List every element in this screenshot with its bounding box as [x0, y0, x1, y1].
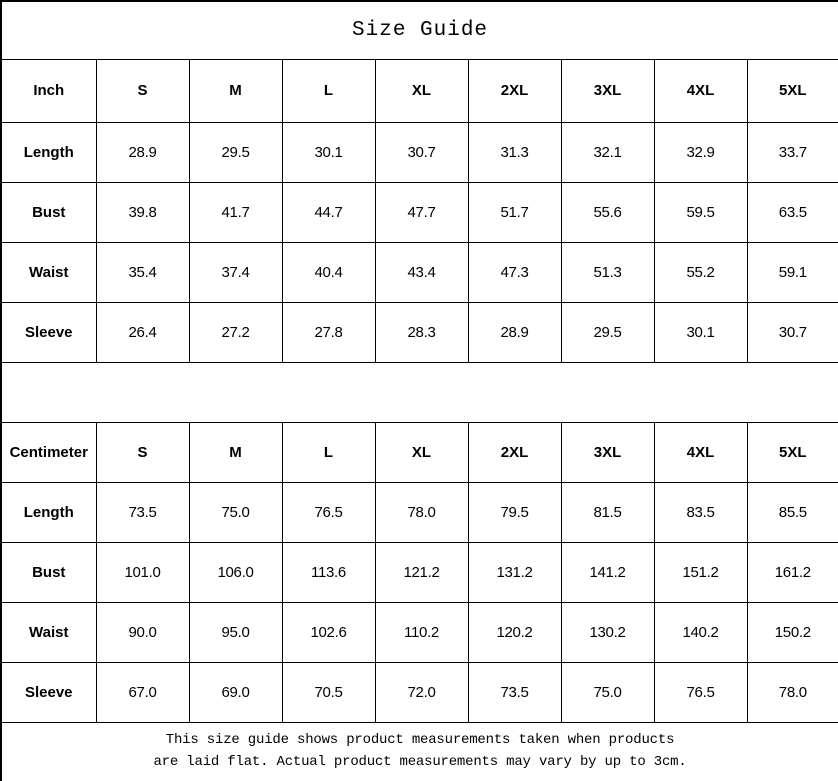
footer-note-line1: This size guide shows product measurements taken when products	[165, 732, 675, 749]
value-cell: 72.0	[375, 662, 468, 722]
size-header: 2XL	[468, 59, 561, 122]
value-cell: 85.5	[747, 482, 838, 542]
value-cell: 43.4	[375, 242, 468, 302]
value-cell: 102.6	[282, 602, 375, 662]
row-label: Bust	[1, 182, 96, 242]
table-row	[1, 242, 838, 302]
size-header: 2XL	[468, 422, 561, 482]
value-cell: 79.5	[468, 482, 561, 542]
value-cell: 30.7	[375, 122, 468, 182]
value-cell: 28.9	[96, 122, 189, 182]
value-cell: 33.7	[747, 122, 838, 182]
unit-header-centimeter: Centimeter	[1, 422, 96, 482]
value-cell: 35.4	[96, 242, 189, 302]
title-row	[1, 1, 838, 59]
row-label: Length	[1, 122, 96, 182]
value-cell: 31.3	[468, 122, 561, 182]
size-header: L	[282, 422, 375, 482]
value-cell: 161.2	[747, 542, 838, 602]
value-cell: 78.0	[375, 482, 468, 542]
value-cell: 59.1	[747, 242, 838, 302]
value-cell: 28.3	[375, 302, 468, 362]
value-cell: 151.2	[654, 542, 747, 602]
value-cell: 41.7	[189, 182, 282, 242]
value-cell: 76.5	[282, 482, 375, 542]
value-cell: 51.3	[561, 242, 654, 302]
size-header: M	[189, 422, 282, 482]
value-cell: 81.5	[561, 482, 654, 542]
row-label: Length	[1, 482, 96, 542]
footer-note	[1, 722, 838, 781]
footer-row	[1, 722, 838, 781]
size-header: 5XL	[747, 422, 838, 482]
unit-header-inch: Inch	[1, 59, 96, 122]
value-cell: 55.6	[561, 182, 654, 242]
value-cell: 30.1	[282, 122, 375, 182]
value-cell: 67.0	[96, 662, 189, 722]
table-row	[1, 662, 838, 722]
inch-header-row	[1, 59, 838, 122]
row-label: Sleeve	[1, 662, 96, 722]
value-cell: 73.5	[468, 662, 561, 722]
value-cell: 90.0	[96, 602, 189, 662]
value-cell: 63.5	[747, 182, 838, 242]
table-row	[1, 182, 838, 242]
value-cell: 113.6	[282, 542, 375, 602]
value-cell: 27.2	[189, 302, 282, 362]
page-title: Size Guide	[1, 1, 838, 59]
value-cell: 121.2	[375, 542, 468, 602]
size-header: L	[282, 59, 375, 122]
value-cell: 44.7	[282, 182, 375, 242]
value-cell: 37.4	[189, 242, 282, 302]
value-cell: 47.3	[468, 242, 561, 302]
table-row	[1, 602, 838, 662]
size-header: XL	[375, 422, 468, 482]
size-header: 5XL	[747, 59, 838, 122]
value-cell: 106.0	[189, 542, 282, 602]
value-cell: 131.2	[468, 542, 561, 602]
value-cell: 26.4	[96, 302, 189, 362]
value-cell: 28.9	[468, 302, 561, 362]
row-label: Sleeve	[1, 302, 96, 362]
value-cell: 83.5	[654, 482, 747, 542]
value-cell: 30.1	[654, 302, 747, 362]
row-label: Bust	[1, 542, 96, 602]
row-label: Waist	[1, 242, 96, 302]
value-cell: 140.2	[654, 602, 747, 662]
value-cell: 130.2	[561, 602, 654, 662]
table-row	[1, 302, 838, 362]
row-label: Waist	[1, 602, 96, 662]
table-row	[1, 482, 838, 542]
value-cell: 69.0	[189, 662, 282, 722]
value-cell: 95.0	[189, 602, 282, 662]
value-cell: 70.5	[282, 662, 375, 722]
value-cell: 150.2	[747, 602, 838, 662]
value-cell: 110.2	[375, 602, 468, 662]
value-cell: 32.9	[654, 122, 747, 182]
value-cell: 59.5	[654, 182, 747, 242]
cm-header-row	[1, 422, 838, 482]
value-cell: 78.0	[747, 662, 838, 722]
table-row	[1, 542, 838, 602]
value-cell: 29.5	[561, 302, 654, 362]
value-cell: 32.1	[561, 122, 654, 182]
size-header: 4XL	[654, 422, 747, 482]
value-cell: 47.7	[375, 182, 468, 242]
footer-note-line2: are laid flat. Actual product measurements may vary by up to 3cm.	[153, 753, 687, 770]
value-cell: 73.5	[96, 482, 189, 542]
value-cell: 75.0	[561, 662, 654, 722]
spacer-cell	[1, 362, 838, 422]
value-cell: 76.5	[654, 662, 747, 722]
size-header: S	[96, 422, 189, 482]
table-row	[1, 122, 838, 182]
value-cell: 30.7	[747, 302, 838, 362]
value-cell: 29.5	[189, 122, 282, 182]
size-header: M	[189, 59, 282, 122]
value-cell: 120.2	[468, 602, 561, 662]
value-cell: 75.0	[189, 482, 282, 542]
size-header: 3XL	[561, 422, 654, 482]
value-cell: 141.2	[561, 542, 654, 602]
value-cell: 51.7	[468, 182, 561, 242]
size-header: XL	[375, 59, 468, 122]
size-header: 4XL	[654, 59, 747, 122]
value-cell: 39.8	[96, 182, 189, 242]
size-header: 3XL	[561, 59, 654, 122]
value-cell: 40.4	[282, 242, 375, 302]
value-cell: 101.0	[96, 542, 189, 602]
value-cell: 27.8	[282, 302, 375, 362]
value-cell: 55.2	[654, 242, 747, 302]
size-header: S	[96, 59, 189, 122]
spacer-row	[1, 362, 838, 422]
